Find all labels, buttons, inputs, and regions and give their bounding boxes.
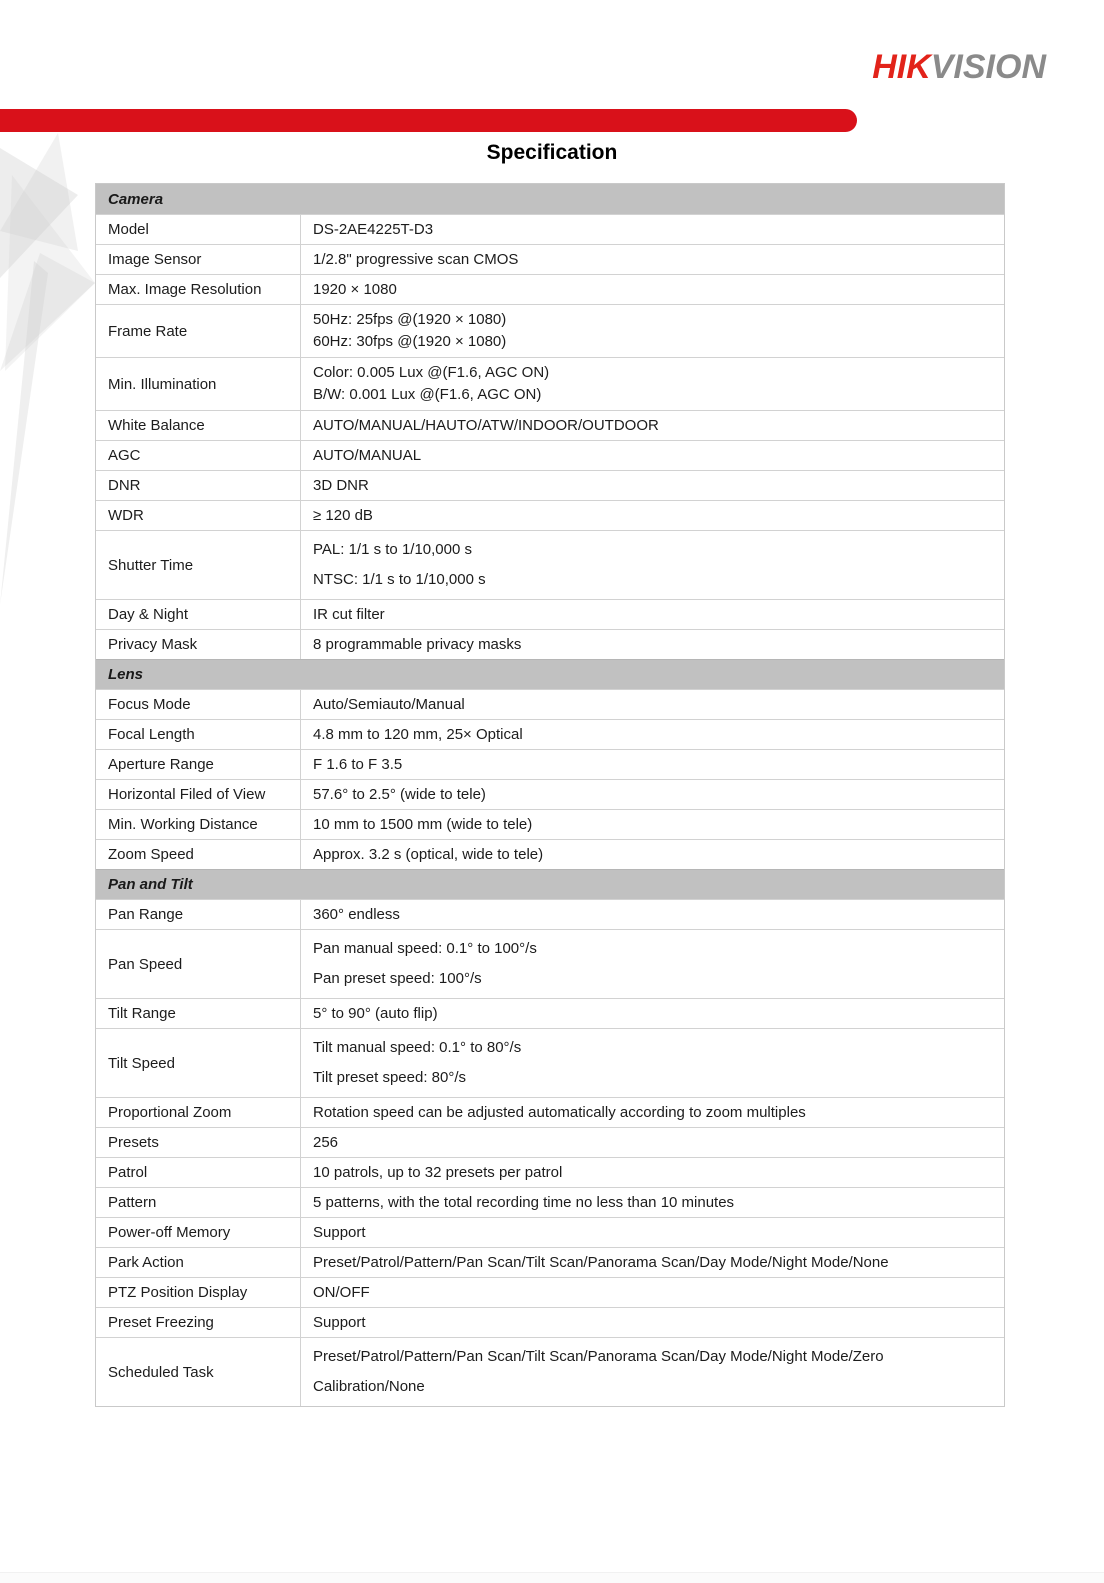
spec-label: Zoom Speed (96, 840, 301, 869)
section-title: Camera (108, 190, 164, 208)
spec-label: Day & Night (96, 600, 301, 629)
spec-value-line: Approx. 3.2 s (optical, wide to tele) (313, 846, 544, 863)
spec-value-line: 10 mm to 1500 mm (wide to tele) (313, 816, 533, 833)
table-row-power-off-memory (96, 1217, 1004, 1247)
spec-label: WDR (96, 501, 301, 530)
table-row-min-working-distance (96, 809, 1004, 839)
spec-value (301, 690, 1004, 719)
hikvision-logo (872, 48, 1046, 86)
spec-label: Frame Rate (96, 305, 301, 357)
spec-label: Model (96, 215, 301, 244)
spec-label: Park Action (96, 1248, 301, 1277)
spec-value-line: Rotation speed can be adjusted automatically according to zoom multiples (313, 1104, 806, 1121)
spec-label: Shutter Time (96, 531, 301, 599)
spec-value-line: DS-2AE4225T-D3 (313, 221, 434, 238)
spec-value (301, 1308, 1004, 1337)
spec-value (301, 441, 1004, 470)
spec-label: DNR (96, 471, 301, 500)
spec-value-line: 3D DNR (313, 477, 369, 494)
spec-value-line: Calibration/None (313, 1378, 425, 1395)
spec-label: Pattern (96, 1188, 301, 1217)
spec-value (301, 1218, 1004, 1247)
spec-table (95, 183, 1005, 1407)
spec-value (301, 600, 1004, 629)
spec-label: Image Sensor (96, 245, 301, 274)
spec-label: Aperture Range (96, 750, 301, 779)
spec-label: Preset Freezing (96, 1308, 301, 1337)
table-row-dnr (96, 470, 1004, 500)
spec-value (301, 1278, 1004, 1307)
spec-label: White Balance (96, 411, 301, 440)
spec-value-line: IR cut filter (313, 606, 385, 623)
spec-value (301, 750, 1004, 779)
spec-label: Tilt Speed (96, 1029, 301, 1097)
spec-value-line: B/W: 0.001 Lux @(F1.6, AGC ON) (313, 386, 542, 403)
spec-value-line: Color: 0.005 Lux @(F1.6, AGC ON) (313, 364, 550, 381)
spec-label: Pan Range (96, 900, 301, 929)
spec-value-line: 10 patrols, up to 32 presets per patrol (313, 1164, 563, 1181)
spec-value-line: 5° to 90° (auto flip) (313, 1005, 438, 1022)
spec-value (301, 840, 1004, 869)
table-row-tilt-range (96, 998, 1004, 1028)
spec-value-line: 1/2.8" progressive scan CMOS (313, 251, 519, 268)
table-row-pattern (96, 1187, 1004, 1217)
spec-value (301, 411, 1004, 440)
table-row-pan-range (96, 899, 1004, 929)
spec-value-line: NTSC: 1/1 s to 1/10,000 s (313, 571, 486, 588)
spec-label: Tilt Range (96, 999, 301, 1028)
spec-value-line: Tilt preset speed: 80°/s (313, 1069, 467, 1086)
spec-value-line: AUTO/MANUAL (313, 447, 422, 464)
page-title: Specification (486, 141, 618, 164)
spec-value (301, 780, 1004, 809)
spec-value (301, 630, 1004, 659)
spec-label: Horizontal Filed of View (96, 780, 301, 809)
spec-value-line: Preset/Patrol/Pattern/Pan Scan/Tilt Scan/Panorama Scan/Day Mode/Night Mode/Zero (313, 1348, 884, 1365)
spec-value (301, 1128, 1004, 1157)
spec-label: AGC (96, 441, 301, 470)
table-row-presets (96, 1127, 1004, 1157)
spec-label: Patrol (96, 1158, 301, 1187)
table-row-agc (96, 440, 1004, 470)
spec-label: Privacy Mask (96, 630, 301, 659)
spec-value-line: Pan preset speed: 100°/s (313, 970, 482, 987)
spec-value-line: Auto/Semiauto/Manual (313, 696, 465, 713)
spec-value-line: AUTO/MANUAL/HAUTO/ATW/INDOOR/OUTDOOR (313, 417, 659, 434)
spec-value-line: 8 programmable privacy masks (313, 636, 522, 653)
spec-label: Scheduled Task (96, 1338, 301, 1406)
spec-value (301, 810, 1004, 839)
spec-value (301, 471, 1004, 500)
spec-value-line: 5 patterns, with the total recording time no less than 10 minutes (313, 1194, 735, 1211)
red-accent-bar (0, 109, 857, 132)
section-header-pan-and-tilt (96, 869, 1004, 899)
footer-strip (0, 1572, 1104, 1583)
spec-value (301, 1029, 1004, 1097)
table-row-day-night (96, 599, 1004, 629)
spec-value-line: F 1.6 to F 3.5 (313, 756, 403, 773)
table-row-ptz-position-display (96, 1277, 1004, 1307)
logo-hik-text: HIK (872, 48, 931, 86)
section-title: Pan and Tilt (108, 876, 193, 893)
spec-value (301, 305, 1004, 357)
table-row-patrol (96, 1157, 1004, 1187)
spec-value-line: 57.6° to 2.5° (wide to tele) (313, 786, 486, 803)
spec-value-line: Preset/Patrol/Pattern/Pan Scan/Tilt Scan/Panorama Scan/Day Mode/Night Mode/None (313, 1254, 889, 1271)
table-row-shutter-time (96, 530, 1004, 599)
table-row-focus-mode (96, 689, 1004, 719)
spec-value (301, 1188, 1004, 1217)
spec-value-line: ON/OFF (313, 1284, 370, 1301)
spec-value-line: 360° endless (313, 906, 400, 923)
table-row-wdr (96, 500, 1004, 530)
spec-value (301, 900, 1004, 929)
spec-label: Pan Speed (96, 930, 301, 998)
spec-value (301, 358, 1004, 410)
section-title: Lens (108, 666, 144, 683)
table-row-horizontal-filed-of-view (96, 779, 1004, 809)
spec-label: Focus Mode (96, 690, 301, 719)
table-row-park-action (96, 1247, 1004, 1277)
spec-label: PTZ Position Display (96, 1278, 301, 1307)
spec-value (301, 245, 1004, 274)
spec-value-line: 60Hz: 30fps @(1920 × 1080) (313, 333, 507, 350)
section-header-camera (96, 184, 1004, 214)
spec-label: Presets (96, 1128, 301, 1157)
table-row-tilt-speed (96, 1028, 1004, 1097)
table-row-zoom-speed (96, 839, 1004, 869)
spec-value (301, 999, 1004, 1028)
spec-value-line: Support (313, 1224, 366, 1241)
spec-value (301, 930, 1004, 998)
table-row-white-balance (96, 410, 1004, 440)
table-row-preset-freezing (96, 1307, 1004, 1337)
spec-value (301, 1158, 1004, 1187)
spec-label: Max. Image Resolution (96, 275, 301, 304)
spec-label: Min. Illumination (96, 358, 301, 410)
table-row-image-sensor (96, 244, 1004, 274)
spec-label: Focal Length (96, 720, 301, 749)
spec-value (301, 531, 1004, 599)
spec-value-line: 50Hz: 25fps @(1920 × 1080) (313, 311, 507, 328)
table-row-frame-rate (96, 304, 1004, 357)
spec-value-line: Tilt manual speed: 0.1° to 80°/s (313, 1039, 522, 1056)
spec-value-line: 256 (313, 1134, 339, 1151)
spec-value (301, 1098, 1004, 1127)
spec-label: Power-off Memory (96, 1218, 301, 1247)
spec-value (301, 215, 1004, 244)
logo-vision-text: VISION (930, 48, 1046, 86)
spec-value-line: 4.8 mm to 120 mm, 25× Optical (313, 726, 523, 743)
table-row-privacy-mask (96, 629, 1004, 659)
table-row-proportional-zoom (96, 1097, 1004, 1127)
spec-value (301, 1338, 1004, 1406)
table-row-pan-speed (96, 929, 1004, 998)
spec-value-line: 1920 × 1080 (313, 281, 397, 298)
table-row-min-illumination (96, 357, 1004, 410)
spec-value-line: Pan manual speed: 0.1° to 100°/s (313, 940, 537, 957)
spec-value-line: ≥ 120 dB (313, 507, 373, 524)
section-header-lens (96, 659, 1004, 689)
spec-label: Proportional Zoom (96, 1098, 301, 1127)
table-row-model (96, 214, 1004, 244)
spec-value (301, 501, 1004, 530)
table-row-aperture-range (96, 749, 1004, 779)
spec-value (301, 720, 1004, 749)
table-row-scheduled-task (96, 1337, 1004, 1406)
spec-value-line: Support (313, 1314, 366, 1331)
spec-value (301, 1248, 1004, 1277)
table-row-focal-length (96, 719, 1004, 749)
spec-value (301, 275, 1004, 304)
table-row-max-image-resolution (96, 274, 1004, 304)
spec-label: Min. Working Distance (96, 810, 301, 839)
spec-value-line: PAL: 1/1 s to 1/10,000 s (313, 541, 472, 558)
